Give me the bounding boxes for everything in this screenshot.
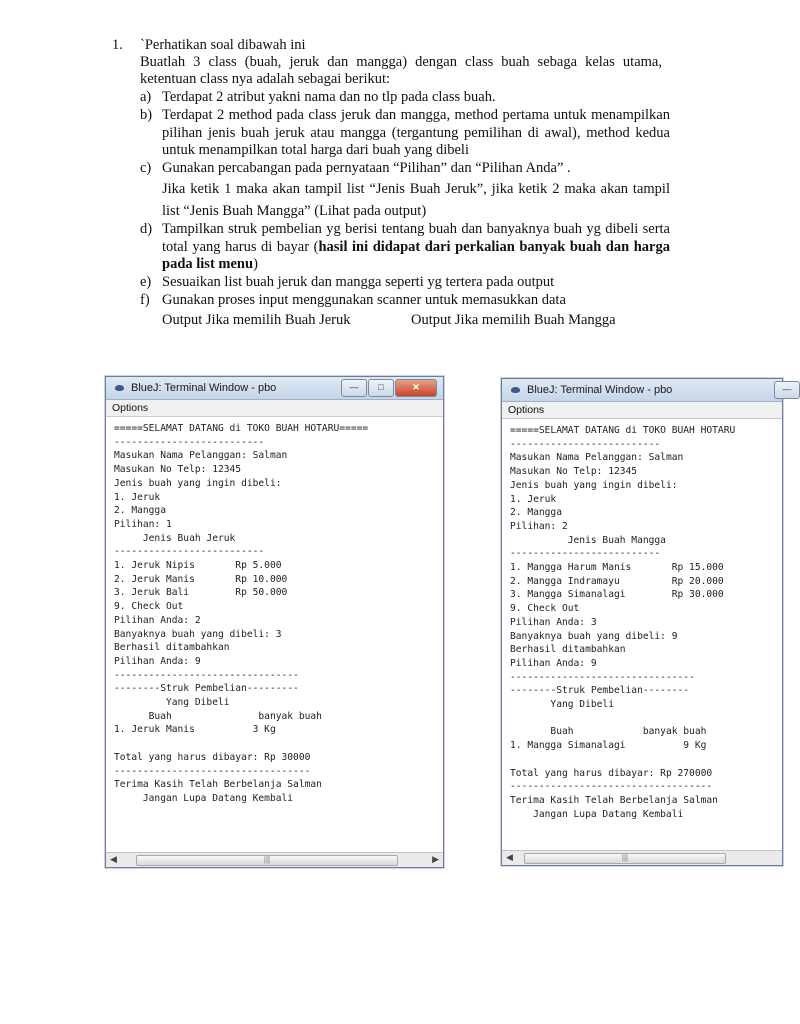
item-text: Terdapat 2 atribut yakni nama dan no tlp pada class buah. (162, 89, 496, 105)
terminal-line (114, 737, 443, 751)
terminal-line: Pilihan Anda: 3 (510, 616, 597, 628)
window-controls (340, 379, 437, 397)
close-button[interactable]: ✕ (395, 379, 437, 397)
minimize-button[interactable]: — (774, 381, 800, 399)
terminal-line (510, 712, 782, 726)
item-text-2: Jika ketik 1 maka akan tampil list “Jenis Buah Jeruk”, jika ketik 2 maka akan tampil list “Jenis Buah Mangga” (Lihat pada output) (162, 180, 670, 219)
item-text: Gunakan percabangan pada pernyataan “Pilihan” dan “Pilihan Anda” . (162, 160, 571, 176)
terminal-line: Buah banyak buah (510, 726, 707, 738)
terminal-line: -------------------------- (114, 436, 265, 448)
scroll-left-arrow-icon[interactable]: ◀ (110, 854, 117, 864)
terminal-line: 9. Check Out (114, 601, 184, 613)
item-label: d) (140, 221, 153, 237)
terminal-output (106, 417, 443, 806)
scrollbar-thumb[interactable]: ||| (524, 853, 726, 864)
terminal-line: Total yang harus dibayar: Rp 30000 (114, 751, 311, 763)
terminal-line: Banyaknya buah yang dibeli: 3 (114, 628, 282, 640)
terminal-line: 1. Jeruk Nipis Rp 5.000 (114, 560, 282, 572)
item-label: b) (140, 107, 153, 123)
terminal-line: Jenis buah yang ingin dibeli: (510, 479, 678, 491)
terminal-line: Jangan Lupa Datang Kembali (510, 808, 684, 820)
minimize-button[interactable]: — (341, 379, 367, 397)
item-text (162, 221, 670, 274)
terminal-line: Jenis buah yang ingin dibeli: (114, 477, 282, 489)
terminal-line: Yang Dibeli (510, 699, 614, 711)
bluej-icon (510, 385, 522, 395)
terminal-line: --------Struk Pembelian-------- (510, 685, 690, 697)
item-text: Terdapat 2 method pada class jeruk dan mangga, method pertama untuk menampilkan pilihan jenis buah jeruk atau mangga (tergantung pemilihan di awal), method kedua untuk menampilkan total harga dari buah yang dibeli (162, 107, 670, 158)
output-label-jeruk: Output Jika memilih Buah Jeruk (162, 312, 351, 328)
terminal-line: -------------------------------- (114, 669, 299, 681)
terminal-line: 2. Mangga (114, 505, 166, 517)
terminal-line: Jenis Buah Mangga (510, 534, 666, 546)
terminal-line: -------------------------- (510, 438, 661, 450)
item-text-bold: hasil ini didapat dari perkalian banyak buah dan harga pada list menu (162, 238, 670, 272)
item-e (140, 274, 670, 292)
window-titlebar (106, 377, 443, 400)
item-f (140, 292, 670, 310)
terminal-line: -------------------------- (114, 546, 265, 558)
terminal-line: Berhasil ditambahkan (114, 642, 230, 654)
terminal-line: =====SELAMAT DATANG di TOKO BUAH HOTARU (510, 425, 736, 436)
scroll-right-arrow-icon[interactable]: ▶ (432, 854, 439, 864)
terminal-line: Berhasil ditambahkan (510, 644, 626, 656)
terminal-line: 9. Check Out (510, 603, 580, 615)
item-label: c) (140, 160, 152, 176)
terminal-line: --------Struk Pembelian--------- (114, 683, 299, 695)
terminal-line: 3. Jeruk Bali Rp 50.000 (114, 587, 288, 599)
terminal-line: -------------------------------- (510, 671, 695, 683)
question-intro (140, 37, 670, 88)
terminal-line: Pilihan: 2 (510, 520, 568, 532)
question-intro-line1: `Perhatikan soal dibawah ini (140, 37, 306, 53)
bluej-icon (114, 383, 126, 393)
terminal-line: Pilihan: 1 (114, 518, 172, 530)
terminal-line: Masukan Nama Pelanggan: Salman (510, 452, 684, 464)
terminal-line: 3. Mangga Simanalagi Rp 30.000 (510, 589, 724, 601)
terminal-line: Banyaknya buah yang dibeli: 9 (510, 630, 678, 642)
question-number: 1. (112, 37, 123, 53)
terminal-line: ----------------------------------- (510, 781, 713, 793)
terminal-line: Masukan Nama Pelanggan: Salman (114, 450, 288, 462)
terminal-line: ---------------------------------- (114, 765, 311, 777)
terminal-line: Pilihan Anda: 9 (510, 657, 597, 669)
menu-options[interactable]: Options (106, 400, 443, 417)
terminal-line: -------------------------- (510, 548, 661, 560)
terminal-line: Jenis Buah Jeruk (114, 532, 236, 544)
terminal-line: 2. Mangga Indramayu Rp 20.000 (510, 575, 724, 587)
terminal-line: 1. Jeruk (510, 493, 557, 505)
terminal-line: Jangan Lupa Datang Kembali (114, 792, 294, 804)
terminal-line: =====SELAMAT DATANG di TOKO BUAH HOTARU===== (114, 423, 369, 434)
terminal-line: 1. Mangga Simanalagi 9 Kg (510, 740, 707, 752)
window-title: BlueJ: Terminal Window - pbo (527, 384, 673, 396)
item-label: f) (140, 292, 150, 308)
terminal-line: Yang Dibeli (114, 697, 230, 709)
menu-options[interactable]: Options (502, 402, 782, 419)
item-label: a) (140, 89, 152, 105)
item-a (140, 89, 670, 107)
item-c (140, 160, 670, 222)
terminal-line: 1. Mangga Harum Manis Rp 15.000 (510, 562, 724, 574)
terminal-line: Masukan No Telp: 12345 (114, 464, 242, 476)
scroll-left-arrow-icon[interactable]: ◀ (506, 852, 513, 862)
terminal-line: 1. Jeruk (114, 491, 161, 503)
terminal-line: Pilihan Anda: 9 (114, 655, 201, 667)
terminal-line: Buah banyak buah (114, 710, 322, 722)
horizontal-scrollbar[interactable] (502, 850, 782, 865)
item-b (140, 107, 670, 160)
item-label: e) (140, 274, 152, 290)
terminal-line: Pilihan Anda: 2 (114, 614, 201, 626)
window-titlebar (502, 379, 792, 402)
item-text-tail: ) (253, 256, 258, 272)
terminal-line: 2. Jeruk Manis Rp 10.000 (114, 573, 288, 585)
terminal-line: Masukan No Telp: 12345 (510, 466, 638, 478)
terminal-window-mangga (501, 378, 792, 866)
item-d (140, 221, 670, 274)
item-text: Sesuaikan list buah jeruk dan mangga seperti yg tertera pada output (162, 274, 555, 290)
item-text-plain: Tampilkan struk pembelian yg berisi tentang buah dan banyaknya buah yg dibeli serta total yang harus di bayar ( (162, 221, 670, 255)
terminal-line (510, 753, 782, 767)
terminal-window-jeruk (105, 376, 444, 868)
scrollbar-thumb[interactable]: ||| (136, 855, 398, 866)
maximize-button[interactable]: □ (368, 379, 394, 397)
question-intro-line2: Buatlah 3 class (buah, jeruk dan mangga) dengan class buah sebaga kelas utama, ketentuan class nya adalah sebagai berikut: (140, 54, 662, 87)
terminal-output (502, 419, 782, 821)
terminal-line: Terima Kasih Telah Berbelanja Salman (510, 794, 718, 806)
terminal-line: Terima Kasih Telah Berbelanja Salman (114, 779, 322, 791)
output-label-mangga: Output Jika memilih Buah Mangga (411, 312, 616, 328)
item-text: Gunakan proses input menggunakan scanner untuk memasukkan data (162, 292, 566, 308)
terminal-line: 2. Mangga (510, 507, 562, 519)
terminal-line: Total yang harus dibayar: Rp 270000 (510, 767, 713, 779)
window-controls (773, 381, 800, 399)
horizontal-scrollbar[interactable] (106, 852, 443, 867)
window-title: BlueJ: Terminal Window - pbo (131, 382, 277, 394)
terminal-line: 1. Jeruk Manis 3 Kg (114, 724, 276, 736)
